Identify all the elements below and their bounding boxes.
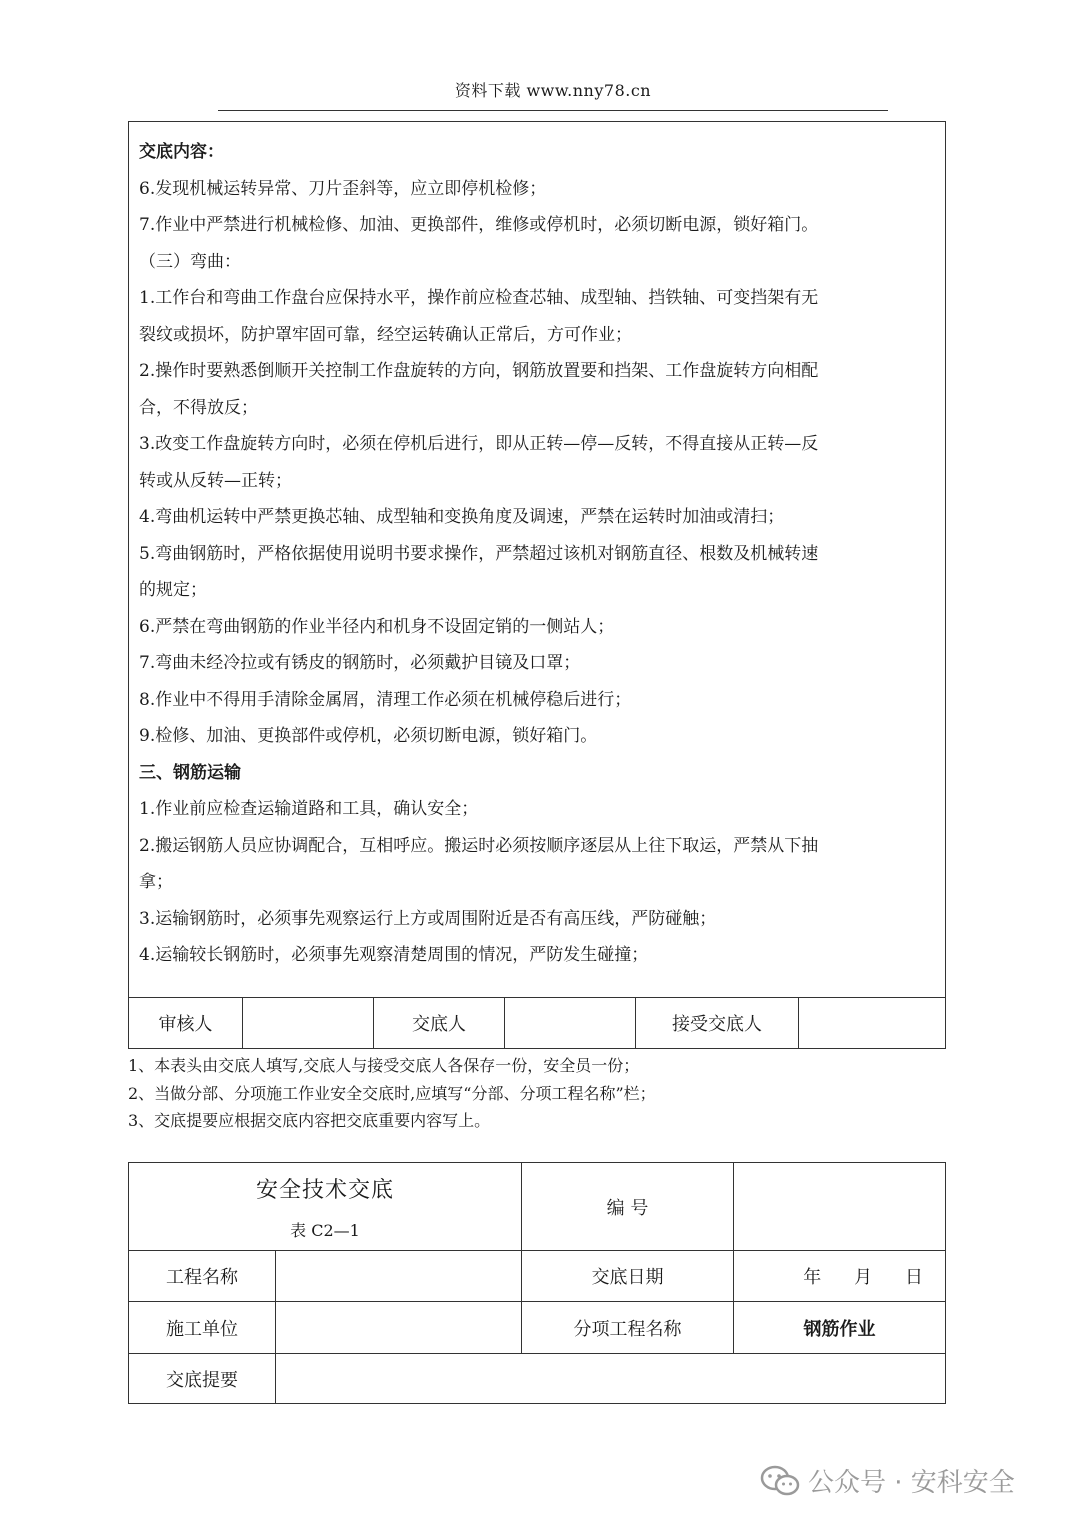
content-line: 7.弯曲未经冷拉或有锈皮的钢筋时，必须戴护目镜及口罩； bbox=[139, 653, 581, 673]
content-line: 5.弯曲钢筋时，严格依据使用说明书要求操作，严禁超过该机对钢筋直径、根数及机械转速 bbox=[139, 543, 819, 564]
watermark-text: 公众号 · 安科安全 bbox=[808, 1468, 1015, 1498]
project-name-field[interactable] bbox=[276, 1251, 522, 1301]
content-line: 4.运输较长钢筋时，必须事先观察清楚周围的情况，严防发生碰撞； bbox=[139, 945, 649, 965]
discloser-field[interactable] bbox=[505, 998, 636, 1048]
note-item: 3、交底提要应根据交底内容把交底重要内容写上。 bbox=[128, 1111, 491, 1130]
reviewer-field[interactable] bbox=[243, 998, 374, 1048]
content-line: 3.运输钢筋时，必须事先观察运行上方或周围附近是否有高压线，严防碰触； bbox=[139, 908, 717, 929]
content-line: 7.作业中严禁进行机械检修、加油、更换部件，维修或停机时，必须切断电源，锁好箱门。 bbox=[139, 215, 819, 235]
safety-disclosure-form bbox=[128, 1162, 946, 1404]
subproject-name-label: 分项工程名称 bbox=[522, 1302, 734, 1353]
content-lines bbox=[139, 134, 935, 974]
content-line: 1.作业前应检查运输道路和工具，确认安全； bbox=[139, 799, 479, 819]
content-line: 8.作业中不得用手清除金属屑，清理工作必须在机械停稳后进行； bbox=[139, 689, 632, 710]
content-line: 的规定； bbox=[139, 580, 207, 600]
form-title-row bbox=[129, 1163, 945, 1250]
receiver-label: 接受交底人 bbox=[636, 998, 799, 1048]
notes bbox=[128, 1052, 946, 1135]
summary-label: 交底提要 bbox=[129, 1354, 276, 1404]
form-title-cell bbox=[129, 1163, 522, 1250]
content-line: （三）弯曲： bbox=[139, 251, 241, 272]
note-item: 1、本表头由交底人填写,交底人与接受交底人各保存一份，安全员一份； bbox=[128, 1056, 640, 1075]
form-subtitle: 表 C2—1 bbox=[290, 1220, 360, 1240]
content-line: 裂纹或损坏，防护罩牢固可靠，经空运转确认正常后，方可作业； bbox=[139, 324, 632, 345]
watermark bbox=[760, 1462, 1015, 1499]
summary-field[interactable] bbox=[276, 1354, 945, 1404]
disclosure-date-field[interactable]: 年 月 日 bbox=[803, 1267, 925, 1288]
number-label: 编 号 bbox=[522, 1163, 734, 1250]
reviewer-label: 审核人 bbox=[129, 998, 243, 1048]
content-line: 拿； bbox=[139, 872, 173, 892]
construction-unit-label: 施工单位 bbox=[129, 1302, 276, 1353]
disclosure-content-box bbox=[128, 121, 946, 998]
discloser-label: 交底人 bbox=[374, 998, 505, 1048]
section-heading: 交底内容： bbox=[139, 142, 224, 162]
wechat-icon bbox=[760, 1465, 800, 1497]
page-header: 资料下载 www.nny78.cn bbox=[454, 81, 652, 100]
form-row-unit bbox=[129, 1301, 945, 1353]
content-line: 合，不得放反； bbox=[139, 397, 258, 418]
content-line: 9.检修、加油、更换部件或停机，必须切断电源，锁好箱门。 bbox=[139, 726, 598, 746]
section-heading: 三、钢筋运输 bbox=[139, 762, 241, 783]
number-field[interactable] bbox=[734, 1163, 945, 1250]
form-row-summary bbox=[129, 1353, 945, 1404]
content-line: 3.改变工作盘旋转方向时，必须在停机后进行，即从正转—停—反转，不得直接从正转—反 bbox=[139, 434, 819, 454]
content-line: 6.严禁在弯曲钢筋的作业半径内和机身不设固定销的一侧站人； bbox=[139, 616, 615, 637]
construction-unit-field[interactable] bbox=[276, 1302, 522, 1353]
form-title: 安全技术交底 bbox=[255, 1177, 394, 1203]
content-line: 2.搬运钢筋人员应协调配合，互相呼应。搬运时必须按顺序逐层从上往下取运，严禁从下抽 bbox=[139, 835, 819, 856]
content-line: 6.发现机械运转异常、刀片歪斜等，应立即停机检修； bbox=[139, 178, 547, 199]
receiver-field[interactable] bbox=[799, 998, 945, 1048]
subproject-name-field[interactable]: 钢筋作业 bbox=[803, 1318, 876, 1340]
disclosure-date-label: 交底日期 bbox=[522, 1251, 734, 1301]
content-line: 转或从反转—正转； bbox=[139, 470, 292, 491]
content-line: 2.操作时要熟悉倒顺开关控制工作盘旋转的方向，钢筋放置要和挡架、工作盘旋转方向相配 bbox=[139, 361, 819, 381]
content-line: 4.弯曲机运转中严禁更换芯轴、成型轴和变换角度及调速，严禁在运转时加油或清扫； bbox=[139, 507, 785, 527]
project-name-label: 工程名称 bbox=[129, 1251, 276, 1301]
form-row-project bbox=[129, 1250, 945, 1301]
note-item: 2、当做分部、分项施工作业安全交底时,应填写“分部、分项工程名称”栏； bbox=[128, 1083, 656, 1103]
content-line: 1.工作台和弯曲工作盘台应保持水平，操作前应检查芯轴、成型轴、挡铁轴、可变挡架有无 bbox=[139, 288, 819, 308]
signature-row bbox=[128, 997, 946, 1049]
header-rule bbox=[218, 110, 888, 111]
